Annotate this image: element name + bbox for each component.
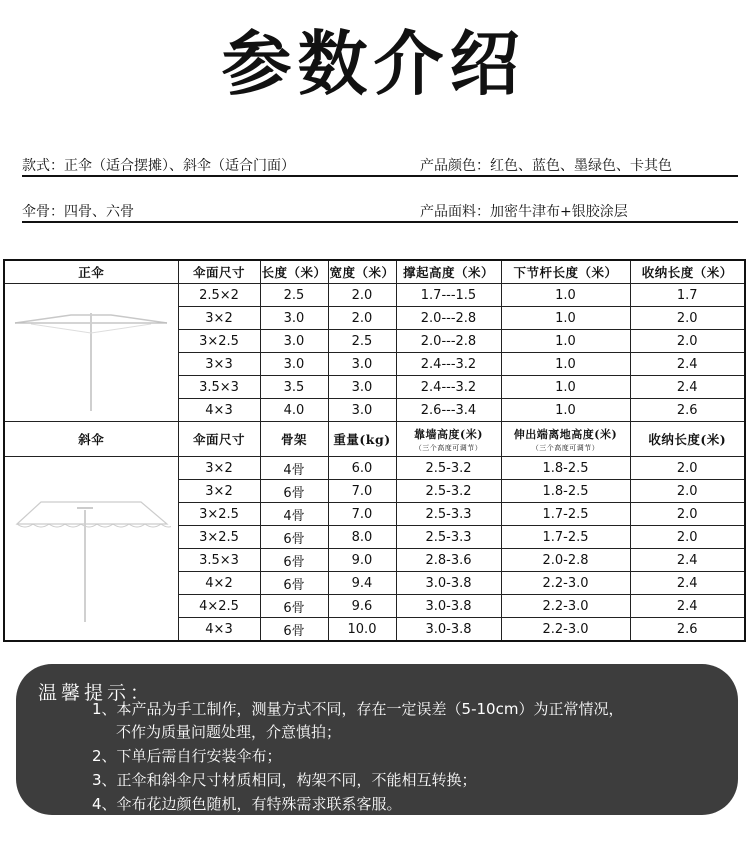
table-cell: 2.0---2.8 [396,330,501,353]
table-cell: 2.5-3.3 [396,503,501,526]
slanted-umbrella-image-cell [4,457,178,642]
table-cell: 9.0 [328,549,396,572]
table-cell: 1.0 [501,399,630,422]
table-cell: 4×2.5 [178,595,260,618]
table-cell: 2.0 [630,526,745,549]
straight-umbrella-label: 正伞 [4,260,178,284]
tip-item: 1、本产品为手工制作，测量方式不同，存在一定误差（5-10cm）为正常情况， [92,700,624,718]
table-cell: 2.6 [630,618,745,642]
header-cell: 下节杆长度（米） [501,260,630,284]
table-cell: 1.8-2.5 [501,480,630,503]
info-row-ribs-fabric [22,197,738,223]
table-cell: 3×2 [178,457,260,480]
table-cell: 2.6---3.4 [396,399,501,422]
header-label: 骨架 [280,432,307,447]
slanted-umbrella-illustration [11,474,171,624]
spec-table [3,259,746,642]
table-row [4,284,745,307]
table-cell: 2.5-3.3 [396,526,501,549]
table-cell: 9.4 [328,572,396,595]
table-cell: 2.0 [328,307,396,330]
table-cell: 1.7-2.5 [501,526,630,549]
table-cell: 3.0 [328,353,396,376]
table-cell: 1.0 [501,284,630,307]
table-cell: 2.8-3.6 [396,549,501,572]
table-cell: 1.0 [501,353,630,376]
header-cell [396,422,501,457]
tip-item: 2、下单后需自行安装伞布； [92,747,282,765]
table-cell: 9.6 [328,595,396,618]
straight-header-row [4,260,745,284]
table-cell: 1.7-2.5 [501,503,630,526]
table-cell: 2.4---3.2 [396,353,501,376]
straight-umbrella-image-cell [4,284,178,422]
table-cell: 3.5 [260,376,328,399]
tips-panel [16,664,738,815]
table-cell: 2.5 [260,284,328,307]
table-cell: 3.0 [260,330,328,353]
table-cell: 2.4---3.2 [396,376,501,399]
tips-title: 温馨提示： [38,682,154,704]
table-cell: 2.0 [630,307,745,330]
table-cell: 1.7---1.5 [396,284,501,307]
table-cell: 2.4 [630,376,745,399]
table-cell: 2.2-3.0 [501,595,630,618]
table-cell: 4×3 [178,618,260,642]
color-text: 产品颜色：红色、蓝色、墨绿色、卡其色 [420,158,672,174]
table-cell: 3.0 [328,399,396,422]
slanted-umbrella-label: 斜伞 [4,422,178,457]
table-cell: 4骨 [260,503,328,526]
table-cell: 3.0 [260,353,328,376]
table-cell: 4.0 [260,399,328,422]
table-cell: 6骨 [260,572,328,595]
header-cell [178,422,260,457]
table-cell: 2.0 [630,503,745,526]
table-cell: 3×3 [178,353,260,376]
table-cell: 4×3 [178,399,260,422]
table-cell: 3×2.5 [178,503,260,526]
table-cell: 3.0-3.8 [396,572,501,595]
table-cell: 3×2.5 [178,526,260,549]
table-cell: 3×2 [178,480,260,503]
table-cell: 2.2-3.0 [501,618,630,642]
table-cell: 1.8-2.5 [501,457,630,480]
table-cell: 3.0-3.8 [396,595,501,618]
table-cell: 2.0---2.8 [396,307,501,330]
table-cell: 4骨 [260,457,328,480]
table-cell: 8.0 [328,526,396,549]
header-cell: 宽度（米） [328,260,396,284]
fabric-text: 产品面料：加密牛津布+银胶涂层 [420,204,628,220]
table-cell: 4×2 [178,572,260,595]
table-cell: 2.6 [630,399,745,422]
header-label: 靠墙高度(米) [414,427,483,441]
header-cell [630,422,745,457]
table-cell: 1.0 [501,330,630,353]
table-cell: 6骨 [260,618,328,642]
table-cell: 6.0 [328,457,396,480]
table-cell: 2.4 [630,595,745,618]
table-cell: 2.5-3.2 [396,480,501,503]
table-cell: 2.0 [630,457,745,480]
table-cell: 2.5 [328,330,396,353]
table-cell: 2.2-3.0 [501,572,630,595]
table-cell: 6骨 [260,526,328,549]
table-cell: 3×2.5 [178,330,260,353]
header-cell: 收纳长度（米） [630,260,745,284]
page-title: 参数介绍 [221,23,526,105]
table-cell: 3.0 [260,307,328,330]
header-cell [328,422,396,457]
table-cell: 2.4 [630,549,745,572]
header-label: 重量(kg) [333,432,391,447]
info-row-style-color [22,151,738,177]
style-text: 款式：正伞（适合摆摊）、斜伞（适合门面） [22,158,295,174]
tip-item: 不作为质量问题处理，介意慎拍； [116,723,342,741]
table-cell: 2.0-2.8 [501,549,630,572]
header-cell [501,422,630,457]
table-cell: 3.5×3 [178,376,260,399]
table-cell: 2.4 [630,353,745,376]
table-cell: 1.7 [630,284,745,307]
table-cell: 3.0-3.8 [396,618,501,642]
tip-item: 4、伞布花边颜色随机，有特殊需求联系客服。 [92,795,402,813]
header-label: 伸出端离地高度(米) [513,427,618,441]
header-cell: 长度（米） [260,260,328,284]
header-label: 收纳长度(米) [648,432,727,447]
table-cell: 1.0 [501,376,630,399]
table-cell: 7.0 [328,480,396,503]
table-cell: 2.0 [328,284,396,307]
header-cell [260,422,328,457]
tip-item: 3、正伞和斜伞尺寸材质相同，构架不同，不能相互转换； [92,771,477,789]
table-cell: 6骨 [260,549,328,572]
table-cell: 3.5×3 [178,549,260,572]
table-cell: 2.5-3.2 [396,457,501,480]
straight-umbrella-illustration [11,293,171,413]
header-cell: 撑起高度（米） [396,260,501,284]
header-cell: 伞面尺寸 [178,260,260,284]
table-cell: 1.0 [501,307,630,330]
table-cell: 3.0 [328,376,396,399]
header-note: （三个高度可调节） [531,443,600,452]
table-cell: 10.0 [328,618,396,642]
table-cell: 2.0 [630,330,745,353]
table-cell: 6骨 [260,595,328,618]
header-label: 伞面尺寸 [192,432,245,447]
table-cell: 7.0 [328,503,396,526]
header-note: （三个高度可调节） [414,443,483,452]
ribs-text: 伞骨：四骨、六骨 [22,204,134,220]
table-cell: 3×2 [178,307,260,330]
divider [22,175,738,177]
table-row [4,457,745,480]
divider [22,221,738,223]
table-cell: 6骨 [260,480,328,503]
table-cell: 2.4 [630,572,745,595]
table-cell: 2.5×2 [178,284,260,307]
table-cell: 2.0 [630,480,745,503]
slanted-header-row [4,422,745,457]
